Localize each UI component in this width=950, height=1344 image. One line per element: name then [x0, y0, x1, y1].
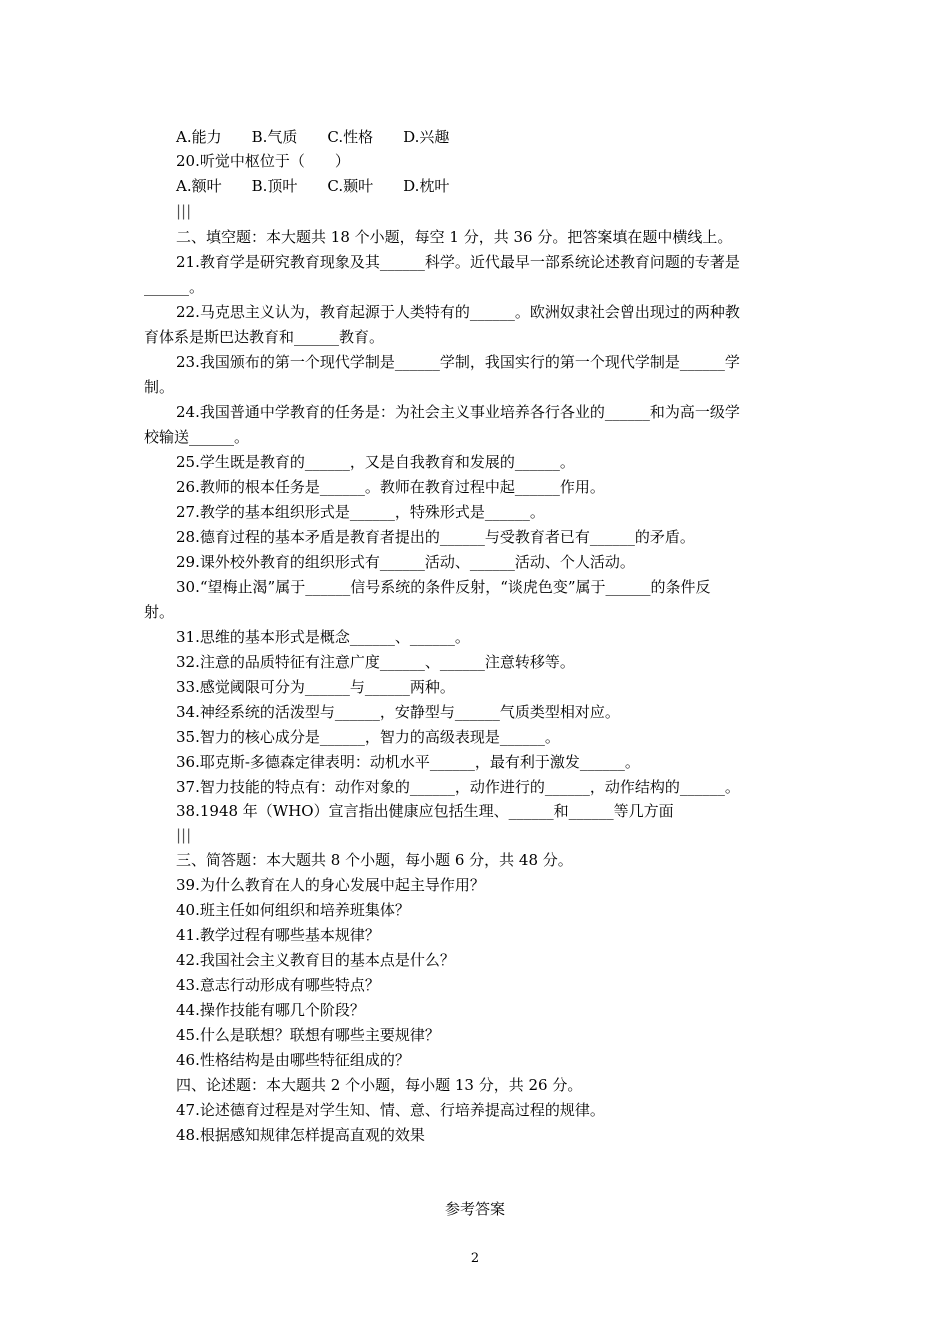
option-b: B.气质	[251, 128, 298, 146]
q19-options	[176, 127, 479, 147]
option-a: A.能力	[176, 128, 222, 146]
question-41: 41.教学过程有哪些基本规律？	[176, 926, 380, 944]
question-27: 27.教学的基本组织形式是______，特殊形式是______。	[176, 503, 545, 521]
question-23: 23.我国颁布的第一个现代学制是______学制，我国实行的第一个现代学制是______学	[176, 353, 740, 371]
question-21-continued: ______。	[144, 278, 205, 296]
question-30: 30.“望梅止渴”属于______信号系统的条件反射，“谈虎色变”属于______的条件反	[176, 578, 711, 596]
section-2-title: 二、填空题：本大题共 18 个小题，每空 1 分，共 36 分。把答案填在题中横线上。	[176, 228, 733, 246]
question-22: 22.马克思主义认为，教育起源于人类特有的______。欧洲奴隶社会曾出现过的两种教	[176, 303, 740, 321]
question-32: 32.注意的品质特征有注意广度______、______注意转移等。	[176, 653, 575, 671]
question-24-continued: 校输送______。	[144, 428, 250, 446]
question-34: 34.神经系统的活泼型与______，安静型与______气质类型相对应。	[176, 703, 620, 721]
question-42: 42.我国社会主义教育目的基本点是什么？	[176, 951, 455, 969]
question-22-continued: 育体系是斯巴达教育和______教育。	[144, 328, 385, 346]
option-d: D.兴趣	[403, 128, 450, 146]
question-43: 43.意志行动形成有哪些特点？	[176, 976, 380, 994]
question-28: 28.德育过程的基本矛盾是教育者提出的______与受教育者已有______的矛盾。	[176, 528, 695, 546]
section-4-title: 四、论述题：本大题共 2 个小题，每小题 13 分，共 26 分。	[176, 1076, 583, 1094]
question-29: 29.课外校外教育的组织形式有______活动、______活动、个人活动。	[176, 553, 635, 571]
separator-mark: |||	[176, 202, 192, 220]
question-44: 44.操作技能有哪几个阶段？	[176, 1001, 365, 1019]
question-24: 24.我国普通中学教育的任务是：为社会主义事业培养各行各业的______和为高一级学	[176, 403, 740, 421]
question-25: 25.学生既是教育的______，又是自我教育和发展的______。	[176, 453, 575, 471]
question-47: 47.论述德育过程是对学生知、情、意、行培养提高过程的规律。	[176, 1101, 605, 1119]
question-30-continued: 射。	[144, 603, 175, 621]
page-number: 2	[470, 1251, 480, 1266]
question-23-continued: 制。	[144, 378, 175, 396]
question-21: 21.教育学是研究教育现象及其______科学。近代最早一部系统论述教育问题的专著是	[176, 253, 740, 271]
question-40: 40.班主任如何组织和培养班集体？	[176, 901, 410, 919]
question-35: 35.智力的核心成分是______，智力的高级表现是______。	[176, 728, 560, 746]
question-45: 45.什么是联想？联想有哪些主要规律？	[176, 1026, 440, 1044]
question-33: 33.感觉阈限可分为______与______两种。	[176, 678, 455, 696]
option-a: A.额叶	[176, 177, 222, 195]
q20-options	[176, 176, 479, 196]
question-39: 39.为什么教育在人的身心发展中起主导作用？	[176, 876, 485, 894]
option-c: C.性格	[327, 128, 374, 146]
section-3-title: 三、简答题：本大题共 8 个小题，每小题 6 分，共 48 分。	[176, 851, 573, 869]
option-c: C.颞叶	[327, 177, 374, 195]
separator-mark: |||	[176, 826, 192, 844]
question-20: 20.听觉中枢位于（ ）	[176, 152, 350, 170]
question-48: 48.根据感知规律怎样提高直观的效果	[176, 1126, 425, 1144]
option-d: D.枕叶	[403, 177, 450, 195]
question-38: 38.1948 年（WHO）宣言指出健康应包括生理、______和______等几方面	[176, 802, 674, 820]
question-26: 26.教师的根本任务是______。教师在教育过程中起______作用。	[176, 478, 605, 496]
question-46: 46.性格结构是由哪些特征组成的？	[176, 1051, 410, 1069]
question-37: 37.智力技能的特点有：动作对象的______，动作进行的______，动作结构的______。	[176, 778, 740, 796]
question-31: 31.思维的基本形式是概念______、______。	[176, 628, 470, 646]
answer-heading: 参考答案	[444, 1200, 505, 1218]
option-b: B.顶叶	[251, 177, 298, 195]
question-36: 36.耶克斯-多德森定律表明：动机水平______，最有利于激发______。	[176, 753, 640, 771]
